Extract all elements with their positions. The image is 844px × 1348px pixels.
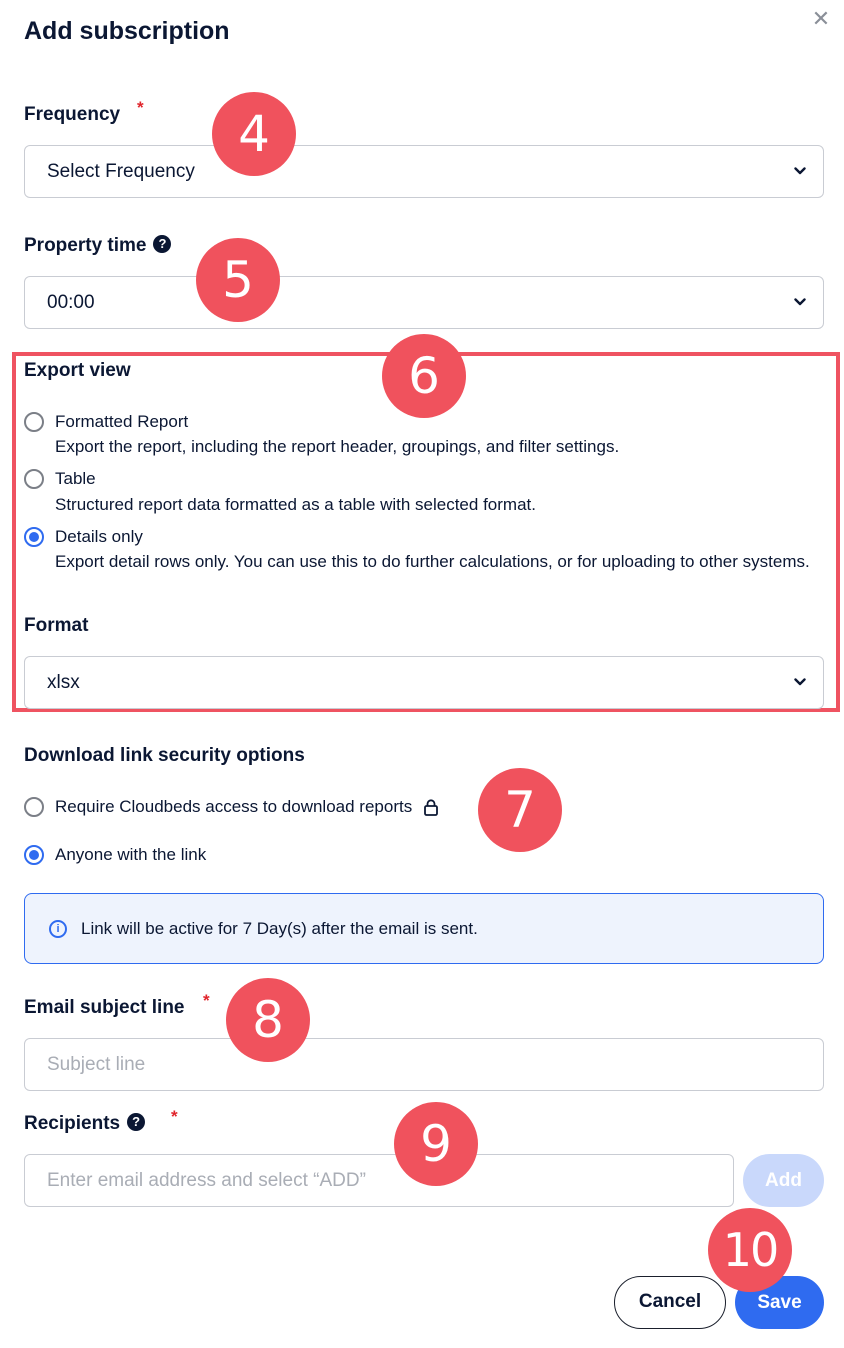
security-option-anyone-with-link[interactable] <box>24 845 206 865</box>
add-recipient-button[interactable]: Add <box>743 1154 824 1207</box>
info-icon: i <box>49 920 67 938</box>
lock-icon <box>424 799 438 816</box>
security-options-label: Download link security options <box>24 745 305 766</box>
property-time-select-value: 00:00 <box>47 292 95 313</box>
export-option-table[interactable] <box>24 469 96 489</box>
annotation-badge-8: 8 <box>226 978 310 1062</box>
frequency-label: Frequency <box>24 104 121 125</box>
annotation-badge-9: 9 <box>394 1102 478 1186</box>
property-time-label <box>24 235 171 257</box>
radio-label: Details only <box>55 527 143 546</box>
export-option-formatted-report[interactable] <box>24 412 188 432</box>
radio-require-access[interactable] <box>24 797 44 817</box>
annotation-badge-6: 6 <box>382 334 466 418</box>
recipients-required-mark: * <box>171 1107 178 1126</box>
annotation-badge-4: 4 <box>212 92 296 176</box>
recipients-label-text: Recipients <box>24 1113 121 1134</box>
option-description: Structured report data formatted as a table with selected format. <box>55 495 536 514</box>
radio-details-only[interactable] <box>24 527 44 547</box>
radio-label: Formatted Report <box>55 412 189 431</box>
radio-anyone-with-link[interactable] <box>24 845 44 865</box>
property-time-select[interactable] <box>24 276 824 329</box>
option-description: Export the report, including the report header, groupings, and filter settings. <box>55 437 620 456</box>
export-view-label: Export view <box>24 360 131 381</box>
info-text: Link will be active for 7 Day(s) after the email is sent. <box>81 918 478 938</box>
link-expiry-info-banner <box>24 893 824 964</box>
radio-table[interactable] <box>24 469 44 489</box>
radio-label: Require Cloudbeds access to download reports <box>55 797 413 816</box>
email-subject-label: Email subject line <box>24 997 185 1018</box>
cancel-button[interactable]: Cancel <box>614 1276 726 1329</box>
save-button[interactable]: Save <box>735 1276 824 1329</box>
chevron-down-icon <box>794 165 806 177</box>
format-select-value: xlsx <box>47 672 80 693</box>
export-option-details-only[interactable] <box>24 527 143 547</box>
property-time-label-text: Property time <box>24 235 147 256</box>
radio-label: Anyone with the link <box>55 845 207 864</box>
security-option-require-access[interactable] <box>24 797 438 817</box>
help-icon[interactable]: ? <box>127 1113 145 1131</box>
annotation-badge-10: 10 <box>708 1208 792 1292</box>
chevron-down-icon <box>794 676 806 688</box>
close-icon[interactable]: ✕ <box>811 6 831 31</box>
frequency-required-mark: * <box>137 98 144 117</box>
format-label: Format <box>24 615 89 636</box>
chevron-down-icon <box>794 296 806 308</box>
annotation-badge-5: 5 <box>196 238 280 322</box>
option-description: Export detail rows only. You can use this to do further calculations, or for uploading to other systems. <box>55 552 810 571</box>
email-subject-input[interactable] <box>24 1038 824 1091</box>
dialog-title: Add subscription <box>24 17 230 45</box>
annotation-badge-7: 7 <box>478 768 562 852</box>
recipients-email-input[interactable] <box>24 1154 734 1207</box>
frequency-select[interactable] <box>24 145 824 198</box>
frequency-select-value: Select Frequency <box>47 161 195 182</box>
email-subject-required-mark: * <box>203 991 210 1010</box>
radio-label: Table <box>55 469 96 488</box>
format-select[interactable] <box>24 656 824 709</box>
recipients-label <box>24 1113 145 1135</box>
help-icon[interactable]: ? <box>153 235 171 253</box>
radio-formatted-report[interactable] <box>24 412 44 432</box>
